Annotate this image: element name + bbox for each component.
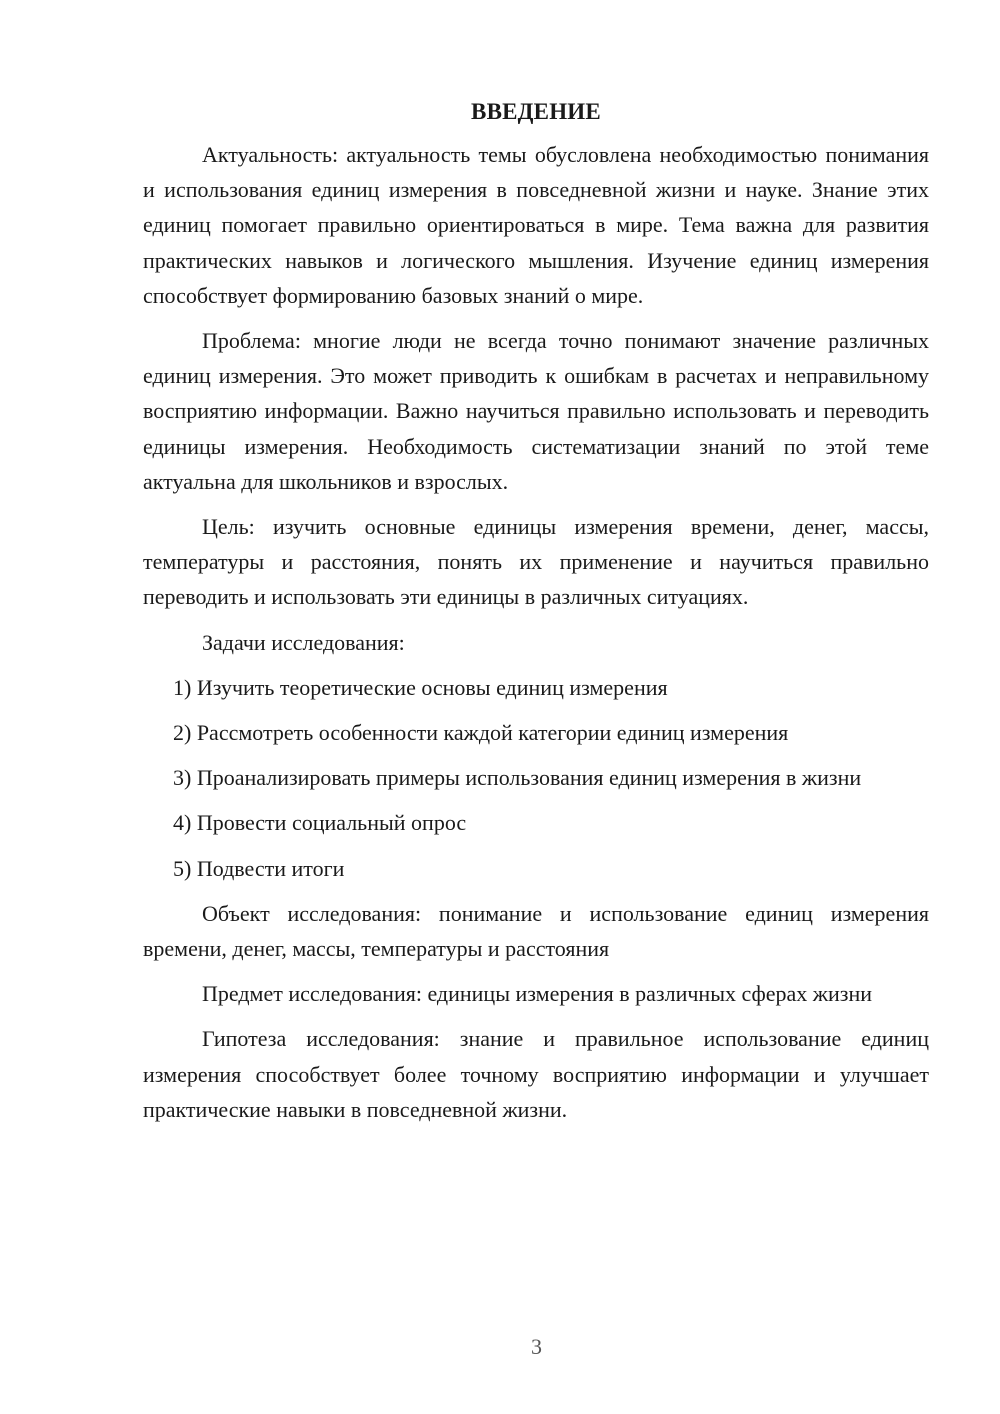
tasks-heading: Задачи исследования: — [202, 629, 405, 655]
goal-paragraph: Цель: изучить основные единицы измерения времени, денег, массы, температуры и расстояния, понять их применение и научиться правильно переводить и использовать эти единицы в различных ситуациях. — [143, 514, 929, 610]
page-content — [143, 94, 929, 1137]
list-item: 5) Подвести итоги — [173, 855, 345, 881]
hypothesis-paragraph: Гипотеза исследования: знание и правильное использование единиц измерения способствует более точному восприятию информации и улучшает практические навыки в повседневной жизни. — [143, 1026, 929, 1122]
tasks-list — [143, 670, 929, 886]
list-item: 2) Рассмотреть особенности каждой категории единиц измерения — [173, 720, 789, 746]
object-paragraph: Объект исследования: понимание и использование единиц измерения времени, денег, массы, температуры и расстояния — [143, 900, 929, 962]
page-number: 3 — [531, 1334, 542, 1359]
section-title: ВВЕДЕНИЕ — [471, 99, 601, 124]
problem-paragraph: Проблема: многие люди не всегда точно понимают значение различных единиц измерения. Это может приводить к ошибкам в расчетах и неправильному восприятию информации. Важно научиться правильно использовать и переводить единицы измерения. Необходимость систематизации знаний по этой теме актуальна для школьников и взрослых. — [143, 328, 929, 494]
relevance-paragraph: Актуальность: актуальность темы обусловлена необходимостью понимания и использования единиц измерения в повседневной жизни и науке. Знание этих единиц помогает правильно ориентироваться в мире. Тема важна для развития практических навыков и логического мышления. Изучение единиц измерения способствует формированию базовых знаний о мире. — [143, 142, 929, 308]
list-item: 3) Проанализировать примеры использования единиц измерения в жизни — [173, 765, 862, 791]
subject-paragraph: Предмет исследования: единицы измерения в различных сферах жизни — [202, 981, 873, 1007]
list-item: 1) Изучить теоретические основы единиц измерения — [173, 674, 668, 700]
list-item: 4) Провести социальный опрос — [173, 810, 467, 836]
